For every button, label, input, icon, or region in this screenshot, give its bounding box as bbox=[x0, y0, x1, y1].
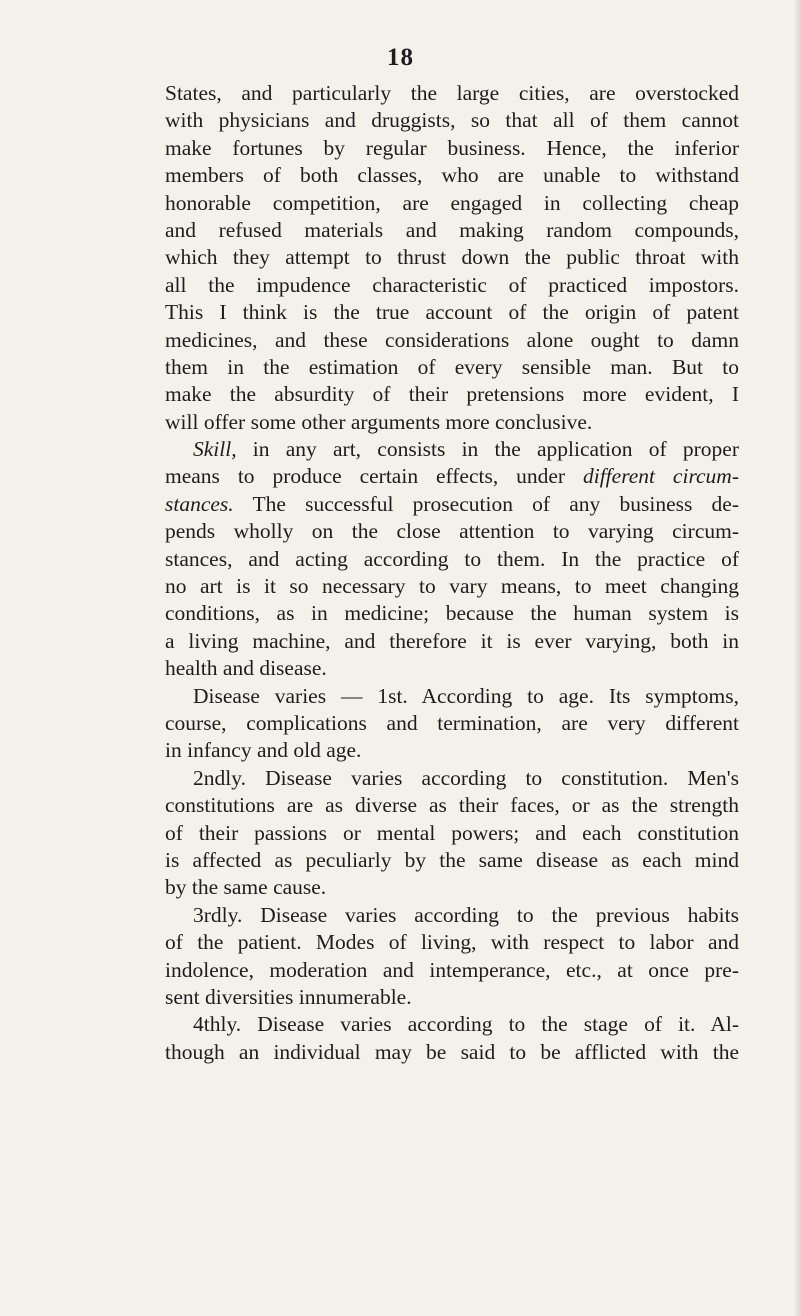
text-line: a living machine, and therefore it is ever varying, both in bbox=[165, 628, 739, 653]
text-fragment: in any art, consists in the application of proper bbox=[236, 437, 739, 462]
text-line bbox=[165, 491, 739, 518]
text-fragment: The successful prosecution of any business de- bbox=[233, 491, 739, 516]
text-line: with physicians and druggists, so that all of them cannot bbox=[165, 108, 739, 133]
text-line: members of both classes, who are unable to withstand bbox=[165, 163, 739, 188]
text-line: of their passions or mental powers; and each constitution bbox=[165, 820, 739, 845]
text-line: indolence, moderation and intemperance, etc., at once pre- bbox=[165, 957, 739, 982]
text-line: Disease varies — 1st. According to age. Its symptoms, bbox=[193, 683, 739, 708]
text-line: will offer some other arguments more conclusive. bbox=[165, 409, 593, 434]
text-line: health and disease. bbox=[165, 656, 327, 681]
page-number: 18 bbox=[387, 44, 414, 71]
paragraph-skill-line bbox=[165, 436, 739, 463]
text-fragment: means to produce certain effects, under bbox=[165, 464, 583, 489]
body-text bbox=[165, 80, 739, 1066]
text-line: by the same cause. bbox=[165, 875, 327, 900]
text-line: sent diversities innumerable. bbox=[165, 984, 412, 1009]
italic-term-skill: Skill, bbox=[193, 437, 237, 462]
text-line: make the absurdity of their pretensions more evident, I bbox=[165, 382, 739, 407]
text-line: though an individual may be said to be afflicted with the bbox=[165, 1039, 739, 1064]
text-line: is affected as peculiarly by the same disease as each mind bbox=[165, 847, 739, 872]
text-line: medicines, and these considerations alone ought to damn bbox=[165, 327, 739, 352]
text-line: all the impudence characteristic of practiced impostors. bbox=[165, 272, 739, 297]
text-line: which they attempt to thrust down the public throat with bbox=[165, 245, 739, 270]
text-line: in infancy and old age. bbox=[165, 738, 362, 763]
text-line: 3rdly. Disease varies according to the previous habits bbox=[193, 902, 739, 927]
text-line bbox=[165, 463, 739, 490]
text-line: This I think is the true account of the origin of patent bbox=[165, 300, 739, 325]
italic-phrase: stances. bbox=[165, 491, 234, 516]
text-line: honorable competition, are engaged in collecting cheap bbox=[165, 190, 739, 215]
page-edge bbox=[795, 0, 801, 1316]
text-line: 4thly. Disease varies according to the stage of it. Al- bbox=[193, 1012, 739, 1037]
text-line: stances, and acting according to them. In the practice of bbox=[165, 546, 739, 571]
text-line: States, and particularly the large cities, are overstocked bbox=[165, 81, 739, 105]
text-line: pends wholly on the close attention to varying circum- bbox=[165, 519, 739, 544]
text-line: no art is it so necessary to vary means, to meet changing bbox=[165, 574, 739, 599]
text-line: make fortunes by regular business. Hence, the inferior bbox=[165, 135, 739, 160]
text-line: of the patient. Modes of living, with respect to labor and bbox=[165, 930, 739, 955]
text-line: them in the estimation of every sensible man. But to bbox=[165, 354, 739, 379]
text-line: 2ndly. Disease varies according to constitution. Men's bbox=[193, 765, 739, 790]
text-line: conditions, as in medicine; because the human system is bbox=[165, 601, 739, 626]
text-line: and refused materials and making random compounds, bbox=[165, 217, 739, 242]
italic-phrase: different circum- bbox=[582, 464, 739, 489]
text-line: constitutions are as diverse as their faces, or as the strength bbox=[165, 793, 739, 818]
text-line: course, complications and termination, are very different bbox=[165, 710, 739, 735]
